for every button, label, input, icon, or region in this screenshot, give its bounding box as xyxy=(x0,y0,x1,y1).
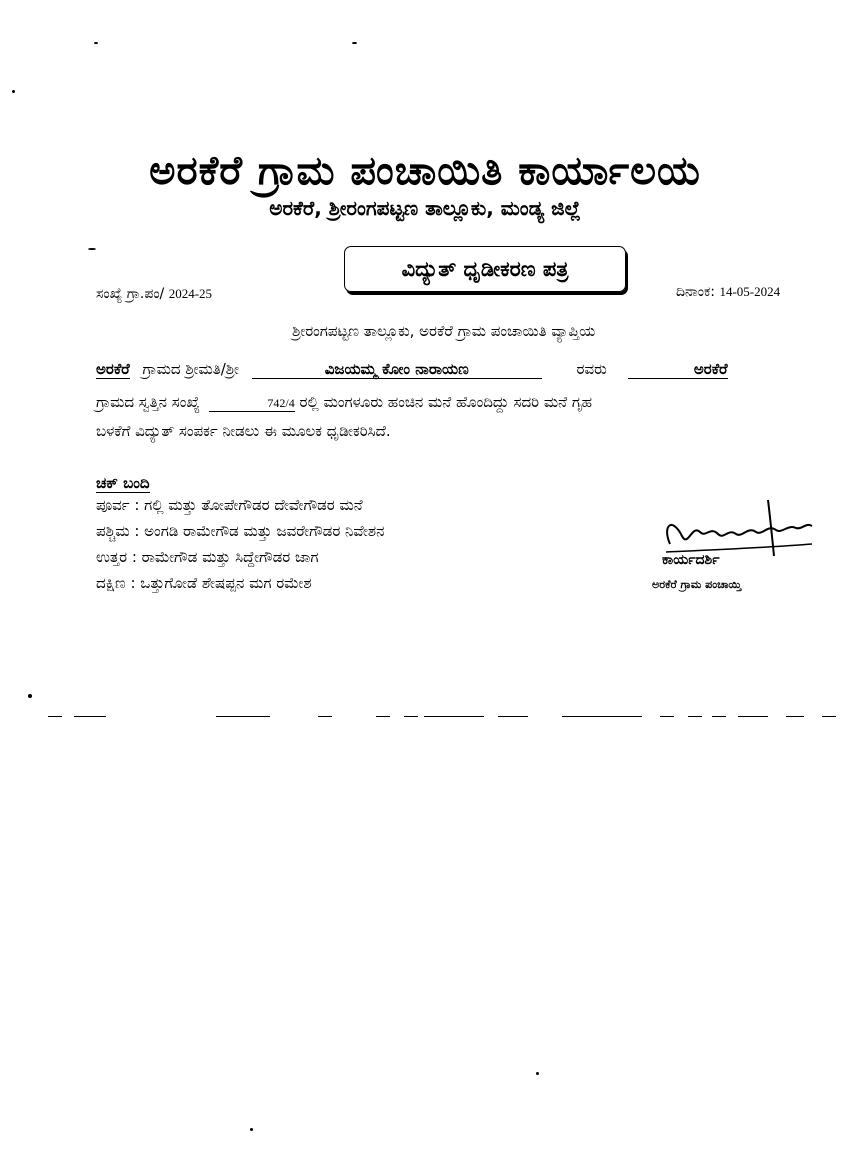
scan-speck xyxy=(352,42,357,44)
date xyxy=(676,284,780,300)
reference-value: 2024-25 xyxy=(168,286,213,301)
certificate-title-box xyxy=(344,246,626,292)
owner-name: ವಿಜಯಮ್ಮ ಕೋಂ ನಾರಾಯಣ xyxy=(252,360,542,379)
scan-dash xyxy=(216,716,270,717)
property-prefix: ಗ್ರಾಮದ ಸ್ವತ್ತಿನ ಸಂಖ್ಯೆ xyxy=(96,393,200,411)
scan-dash xyxy=(688,716,702,717)
date-label: ದಿನಾಂಕ: xyxy=(676,284,715,300)
ravaru-text: ರವರು xyxy=(576,360,607,378)
village-name-2: ಅರಕೆರೆ xyxy=(628,360,728,379)
body-line-2 xyxy=(96,360,728,379)
scan-dash xyxy=(712,716,726,717)
reference-label: ಸಂಖ್ಯೆ ಗ್ರಾ.ಪಂ/ xyxy=(96,286,165,302)
scan-speck xyxy=(536,1072,539,1075)
scan-dash xyxy=(822,716,836,717)
scan-dash xyxy=(376,716,390,717)
scan-dash xyxy=(498,716,528,717)
boundaries-heading: ಚಕ್ ಬಂದಿ xyxy=(96,474,150,492)
village-suffix: ಗ್ರಾಮದ ಶ್ರೀಮತಿ/ಶ್ರೀ xyxy=(142,360,239,378)
certificate-title: ವಿದ್ಯುತ್ ಧೃಡೀಕರಣ ಪತ್ರ xyxy=(401,257,569,281)
scan-speck xyxy=(94,42,98,44)
office-address: ಅರಕೆರೆ, ಶ್ರೀರಂಗಪಟ್ಟಣ ತಾಲ್ಲೂಕು, ಮಂಡ್ಯ ಜಿಲ್ಲೆ xyxy=(269,196,581,220)
boundary-south: ದಕ್ಷಿಣ : ಒತ್ತುಗೋಡೆ ಶೇಷಪ್ಪನ ಮಗ ರಮೇಶ xyxy=(96,574,312,592)
scan-dash xyxy=(404,716,418,717)
scan-dash xyxy=(738,716,768,717)
scan-dash xyxy=(562,716,642,717)
body-line-4: ಬಳಕೆಗೆ ವಿದ್ಯುತ್ ಸಂಪರ್ಕ ನೀಡಲು ಈ ಮೂಲಕ ಧೃಡೀಕರಿಸಿದೆ. xyxy=(96,422,391,440)
scan-dash xyxy=(424,716,484,717)
signatory-title: ಕಾರ್ಯದರ್ಶಿ xyxy=(662,552,720,568)
signatory-organization: ಅರಕೆರೆ ಗ್ರಾಮ ಪಂಚಾಯ್ತಿ xyxy=(652,578,742,591)
scan-speck xyxy=(88,248,96,250)
scan-speck xyxy=(28,694,32,698)
body-line-1: ಶ್ರೀರಂಗಪಟ್ಟಣ ತಾಲ್ಲೂಕು, ಅರಕೆರೆ ಗ್ರಾಮ ಪಂಚಾಯಿತಿ ವ್ಯಾಪ್ತಿಯ xyxy=(292,322,596,340)
scan-dash xyxy=(786,716,804,717)
office-title: ಅರಕೆರೆ ಗ್ರಾಮ ಪಂಚಾಯಿತಿ ಕಾರ್ಯಾಲಯ xyxy=(149,148,701,194)
scan-dash xyxy=(48,716,62,717)
scan-dash xyxy=(660,716,674,717)
body-line-3 xyxy=(96,393,592,412)
scan-dash xyxy=(318,716,332,717)
boundary-west: ಪಶ್ಚಿಮ : ಅಂಗಡಿ ರಾಮೇಗೌಡ ಮತ್ತು ಜವರೇಗೌಡರ ನಿವೇಶನ xyxy=(96,522,385,540)
scan-dash xyxy=(74,716,106,717)
property-suffix: ರಲ್ಲಿ ಮಂಗಳೂರು ಹಂಚಿನ ಮನೆ ಹೊಂದಿದ್ದು ಸದರಿ ಮನೆ ಗೃಹ xyxy=(299,393,593,411)
village-name: ಅರಕೆರೆ xyxy=(96,360,130,378)
scan-speck xyxy=(250,1128,253,1131)
property-number: 742/4 xyxy=(209,396,295,412)
boundary-north: ಉತ್ತರ : ರಾಮೇಗೌಡ ಮತ್ತು ಸಿದ್ದೇಗೌಡರ ಜಾಗ xyxy=(96,548,319,566)
reference-number xyxy=(96,286,212,302)
boundary-east: ಪೂರ್ವ : ಗಲ್ಲಿ ಮತ್ತು ತೋಪೇಗೌಡರ ದೇವೇಗೌಡರ ಮನೆ xyxy=(96,496,363,514)
date-value: 14-05-2024 xyxy=(719,284,781,299)
scan-speck xyxy=(12,90,15,93)
